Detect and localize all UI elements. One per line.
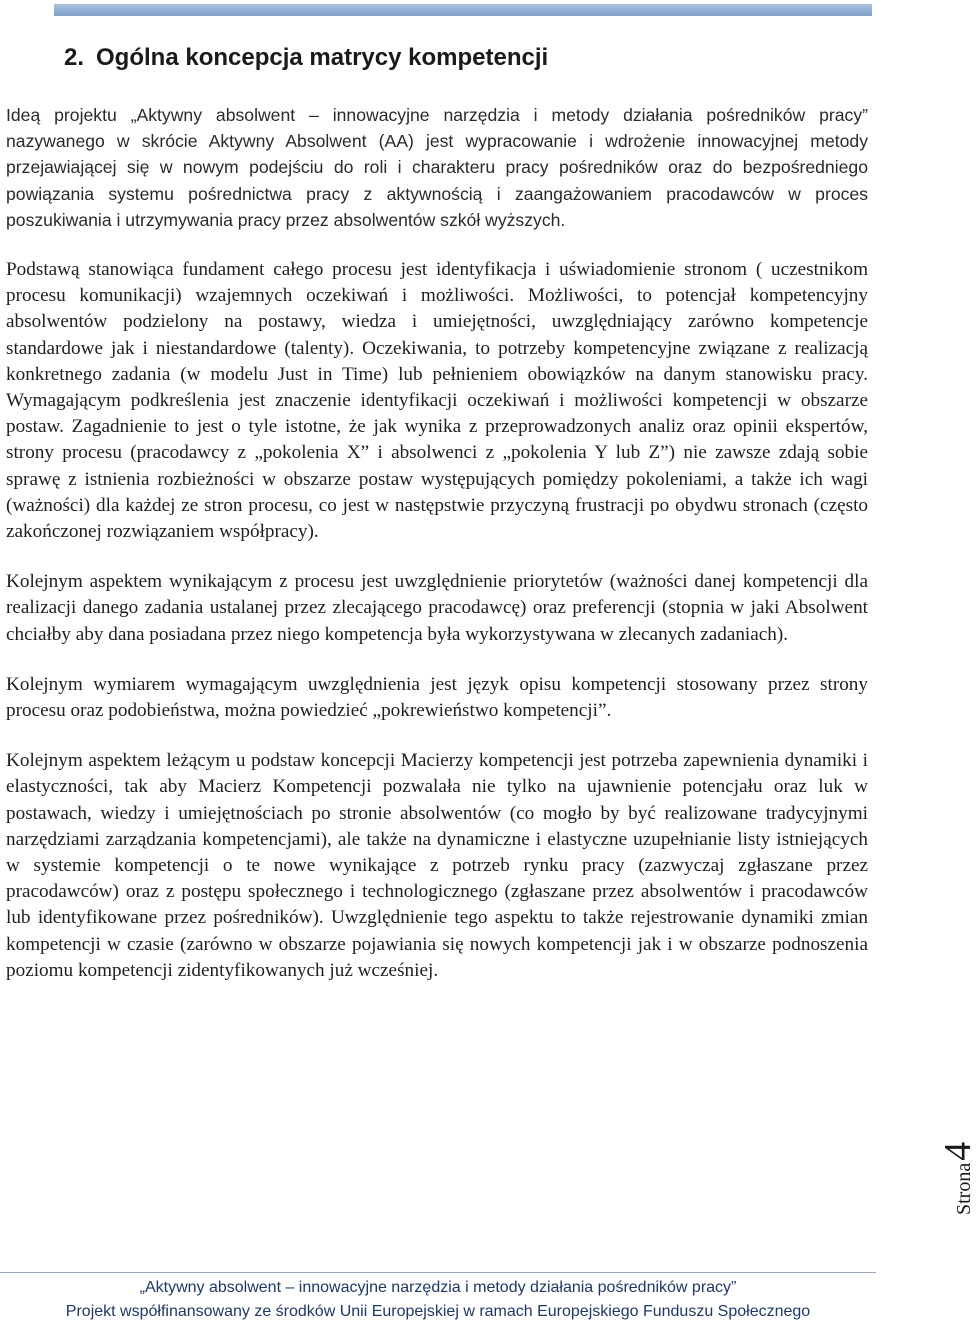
page-number-marker <box>936 1142 980 1215</box>
page-number: 4 <box>937 1141 979 1161</box>
section-number: 2. <box>64 44 85 71</box>
document-body <box>6 102 868 1008</box>
section-title: Ogólna koncepcja matrycy kompetencji <box>96 44 549 71</box>
header-bar <box>54 4 872 16</box>
paragraph-language: Kolejnym wymiarem wymagającym uwzględnienia jest język opisu kompetencji stosowany przez strony procesu oraz podobieństwa, można powiedzieć „pokrewieństwo kompetencji”. <box>6 673 868 722</box>
section-heading <box>64 44 548 72</box>
page-label: Strona <box>953 1162 975 1215</box>
footer-divider <box>0 1272 876 1273</box>
page-footer <box>0 1276 876 1324</box>
paragraph-foundation: Podstawą stanowiąca fundament całego procesu jest identyfikacja i uświadomienie stronom ( uczestnikom procesu komunikacji) wzajemnych oczekiwań i możliwości. Możliwości, to potencjał kompetencyjny absolwentów podzielony na postawy, wiedza i umiejętności, uwzględniający zarówno kompetencje standardowe jak i niestandardowe (talenty). Oczekiwania, to potrzeby kompetencyjne związane z realizacją konkretnego zadania (w modelu Just in Time) lub pełnieniem obowiązków na danym stanowisku pracy. Wymagającym podkreślenia jest znaczenie identyfikacji oczekiwań i możliwości kompetencji w obszarze postaw. Zagadnienie to jest o tyle istotne, że jak wynika z przeprowadzonych analiz oraz opinii ekspertów, strony procesu (pracodawcy z „pokolenia X” i absolwenci z „pokolenia Y lub Z”) nie zawsze zdają sobie sprawę z istnienia rozbieżności w obszarze postaw występujących pomiędzy pokoleniami, a także ich wagi (ważności) dla każdej ze stron procesu, co jest w następstwie przyczyną frustracji po obydwu stronach (często zakończonej rozwiązaniem współpracy). <box>6 259 868 543</box>
paragraph-intro: Ideą projektu „Aktywny absolwent – innowacyjne narzędzia i metody działania pośredników pracy” nazywanego w skrócie Aktywny Absolwent (AA) jest wypracowanie i wdrożenie innowacyjnej metody przejawiającej się w nowym podejściu do roli i charakteru pracy pośredników oraz do bezpośredniego powiązania systemu pośrednictwa pracy z aktywnością i zaangażowaniem pracodawców w proces poszukiwania i utrzymywania pracy przez absolwentów szkół wyższych. <box>6 105 868 230</box>
footer-funding-note: Projekt współfinansowany ze środków Unii Europejskiej w ramach Europejskiego Funduszu Społecznego <box>65 1303 811 1320</box>
paragraph-dynamics: Kolejnym aspektem leżącym u podstaw koncepcji Macierzy kompetencji jest potrzeba zapewnienia dynamiki i elastyczności, tak aby Macierz Kompetencji pozwalała nie tylko na ujawnienie potencjału oraz luk w postawach, wiedzy i umiejętnościach po stronie absolwentów (co mogło by być realizowane tradycyjnymi narzędziami zarządzania kompetencjami), ale także na dynamiczne i elastyczne uzupełnianie listy istniejących w systemie kompetencji o te nowe wynikające z potrzeb rynku pracy (zazwyczaj zgłaszane przez pracodawców) oraz z postępu społecznego i technologicznego (zgłaszane przez absolwentów i pracodawców lub identyfikowane przez pośredników). Uwzględnienie tego aspektu to także rejestrowanie dynamiki zmian kompetencji w czasie (zarówno w obszarze pojawiania się nowych kompetencji jak i w obszarze podnoszenia poziomu kompetencji zidentyfikowanych już wcześniej. <box>6 750 868 981</box>
paragraph-priorities: Kolejnym aspektem wynikającym z procesu jest uwzględnienie priorytetów (ważności danej kompetencji dla realizacji danego zadania ustalanej przez zlecającego pracodawcę) oraz preferencji (stopnia w jaki Absolwent chciałby aby dana posiadana przez niego kompetencja była wykorzystywana w zlecanych zadaniach). <box>6 571 868 645</box>
footer-project-title: „Aktywny absolwent – innowacyjne narzędzia i metody działania pośredników pracy” <box>139 1279 737 1296</box>
